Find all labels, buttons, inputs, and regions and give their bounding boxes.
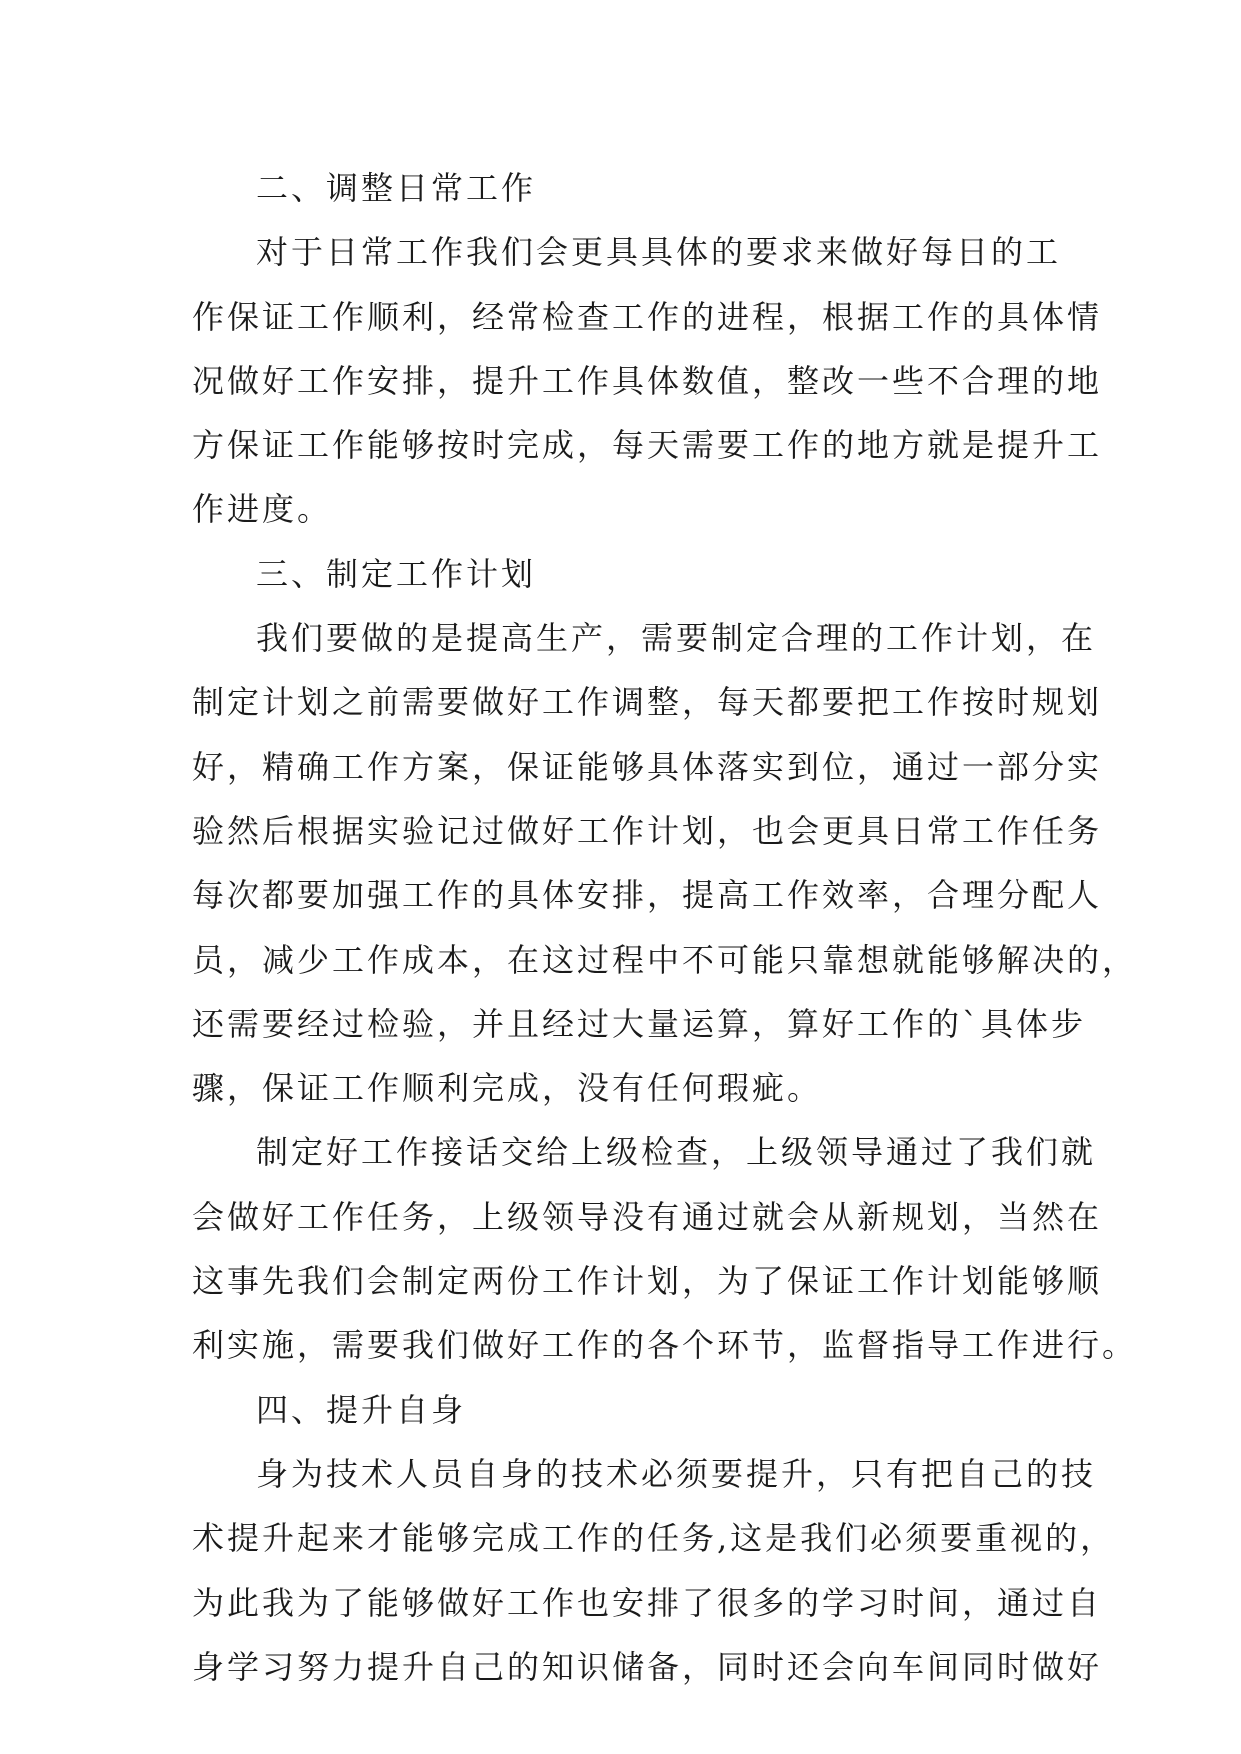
paragraph-line: 制定好工作接话交给上级检查，上级领导通过了我们就 — [256, 1133, 1097, 1172]
section-heading: 四、提升自身 — [256, 1390, 467, 1429]
document-body — [192, 156, 1138, 1699]
paragraph-line: 骤，保证工作顺利完成，没有任何瑕疵。 — [192, 1069, 823, 1108]
section-heading: 二、调整日常工作 — [256, 169, 537, 207]
section-heading: 三、制定工作计划 — [256, 554, 537, 593]
paragraph-line: 还需要经过检验，并且经过大量运算，算好工作的`具体步 — [192, 1004, 1087, 1043]
paragraph-line: 好，精确工作方案，保证能够具体落实到位，通过一部分实 — [192, 747, 1103, 786]
paragraph-line: 作保证工作顺利，经常检查工作的进程，根据工作的具体情 — [192, 297, 1103, 336]
paragraph-line: 制定计划之前需要做好工作调整，每天都要把工作按时规划 — [192, 683, 1103, 722]
paragraph-line: 为此我为了能够做好工作也安排了很多的学习时间，通过自 — [192, 1583, 1103, 1622]
paragraph-line: 这事先我们会制定两份工作计划，为了保证工作计划能够顺 — [192, 1262, 1103, 1301]
paragraph-line: 术提升起来才能够完成工作的任务,这是我们必须要重视的， — [192, 1519, 1116, 1558]
paragraph-line: 利实施，需要我们做好工作的各个环节，监督指导工作进行。 — [192, 1326, 1138, 1365]
paragraph-line: 身为技术人员自身的技术必须要提升，只有把自己的技 — [256, 1454, 1097, 1493]
paragraph-line: 验然后根据实验记过做好工作计划，也会更具日常工作任务 — [192, 811, 1103, 850]
paragraph-line: 况做好工作安排，提升工作具体数值，整改一些不合理的地 — [192, 361, 1103, 400]
paragraph-line: 作进度。 — [192, 490, 333, 529]
paragraph-line: 对于日常工作我们会更具具体的要求来做好每日的工 — [256, 233, 1062, 272]
paragraph-line: 会做好工作任务，上级领导没有通过就会从新规划，当然在 — [192, 1197, 1103, 1236]
paragraph-line: 每次都要加强工作的具体安排，提高工作效率，合理分配人 — [192, 876, 1103, 915]
paragraph-line: 员，减少工作成本，在这过程中不可能只靠想就能够解决的， — [192, 940, 1138, 979]
paragraph-line: 我们要做的是提高生产，需要制定合理的工作计划，在 — [256, 619, 1097, 658]
paragraph-line: 方保证工作能够按时完成，每天需要工作的地方就是提升工 — [192, 426, 1103, 465]
paragraph-line: 身学习努力提升自己的知识储备，同时还会向车间同时做好 — [192, 1647, 1103, 1686]
